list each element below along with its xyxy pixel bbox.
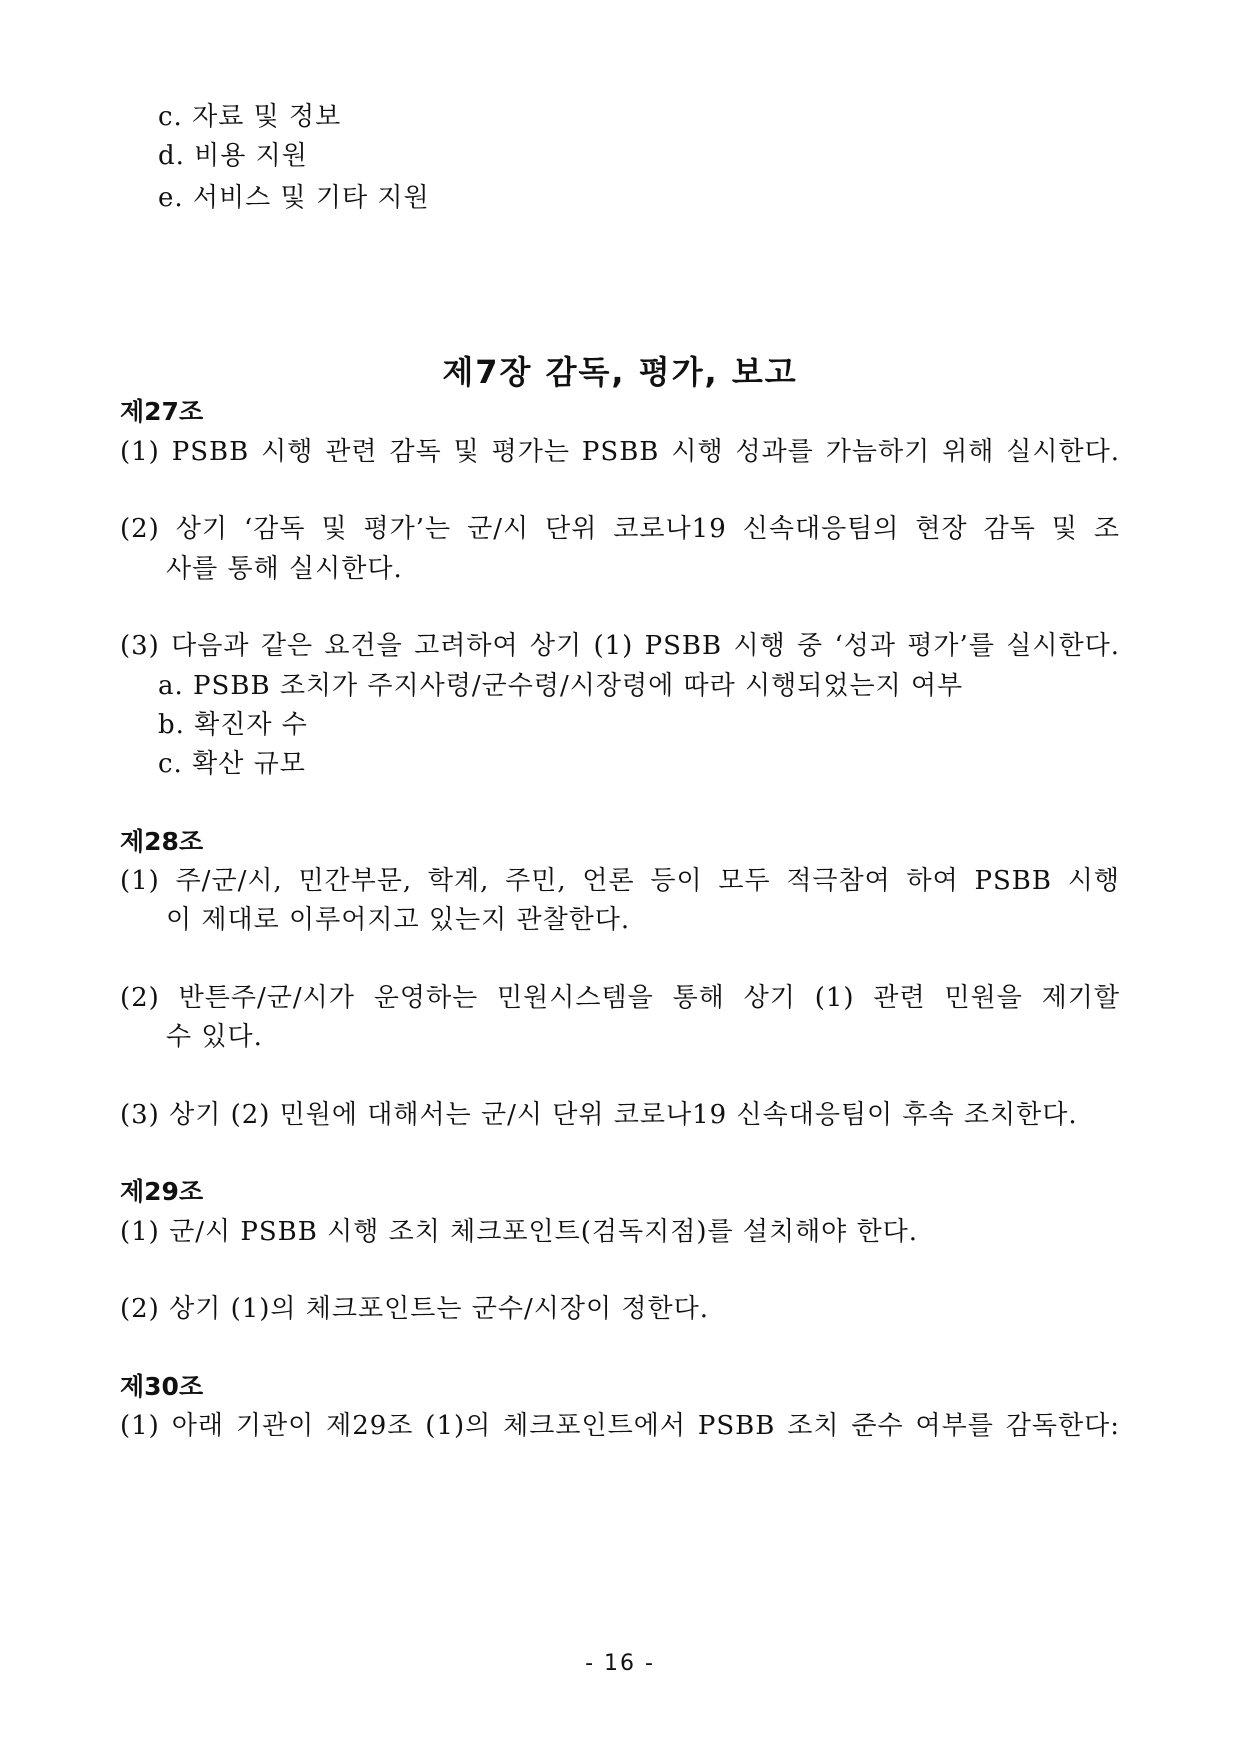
article-28-paragraph-1-line-1: (1) 주/군/시, 민간부문, 학계, 주민, 언론 등이 모두 적극참여 하여 PSBB 시행 bbox=[120, 866, 1120, 896]
list-item-c: c. 자료 및 정보 bbox=[158, 102, 342, 132]
article-29-paragraph-1: (1) 군/시 PSBB 시행 조치 체크포인트(검독지점)를 설치해야 한다. bbox=[120, 1217, 919, 1247]
article-28-heading: 제28조 bbox=[120, 827, 204, 856]
article-27-paragraph-1: (1) PSBB 시행 관련 감독 및 평가는 PSBB 시행 성과를 가늠하기 위해 실시한다. bbox=[120, 437, 1120, 467]
article-28-paragraph-2-line-2: 수 있다. bbox=[166, 1022, 263, 1052]
list-item-d: d. 비용 지원 bbox=[158, 141, 308, 171]
article-27-paragraph-3: (3) 다음과 같은 요건을 고려하여 상기 (1) PSBB 시행 중 ‘성과 평가’를 실시한다. bbox=[120, 631, 1120, 661]
article-27-paragraph-2-line-1: (2) 상기 ‘감독 및 평가’는 군/시 단위 코로나19 신속대응팀의 현장 감독 및 조 bbox=[120, 514, 1120, 544]
article-27-item-a: a. PSBB 조치가 주지사령/군수령/시장령에 따라 시행되었는지 여부 bbox=[158, 671, 964, 701]
article-27-paragraph-2-line-2: 사를 통해 실시한다. bbox=[166, 554, 403, 584]
list-item-e: e. 서비스 및 기타 지원 bbox=[158, 183, 430, 213]
article-27-item-c: c. 확산 규모 bbox=[158, 749, 306, 779]
article-27-heading: 제27조 bbox=[120, 397, 204, 426]
article-30-paragraph-1: (1) 아래 기관이 제29조 (1)의 체크포인트에서 PSBB 조치 준수 여부를 감독한다: bbox=[120, 1411, 1120, 1441]
chapter-title: 제7장 감독, 평가, 보고 bbox=[442, 353, 798, 391]
page-number: - 16 - bbox=[585, 1651, 655, 1676]
article-28-paragraph-2-line-1: (2) 반튼주/군/시가 운영하는 민원시스템을 통해 상기 (1) 관련 민원을 제기할 bbox=[120, 983, 1120, 1013]
article-29-heading: 제29조 bbox=[120, 1177, 204, 1206]
article-27-item-b: b. 확진자 수 bbox=[158, 710, 308, 740]
article-30-heading: 제30조 bbox=[120, 1372, 204, 1401]
article-29-paragraph-2: (2) 상기 (1)의 체크포인트는 군수/시장이 정한다. bbox=[120, 1294, 709, 1324]
article-28-paragraph-3: (3) 상기 (2) 민원에 대해서는 군/시 단위 코로나19 신속대응팀이 후속 조치한다. bbox=[120, 1100, 1078, 1130]
article-28-paragraph-1-line-2: 이 제대로 이루어지고 있는지 관찰한다. bbox=[166, 905, 631, 935]
